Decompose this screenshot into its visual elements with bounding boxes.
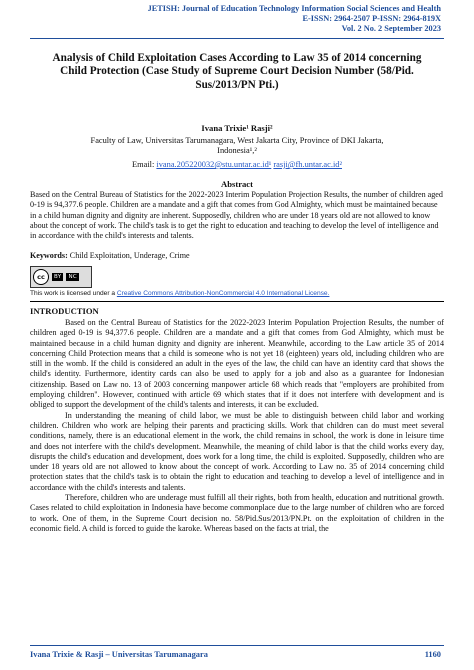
keywords [30, 251, 444, 260]
cc-circle-icon: cc [33, 269, 49, 285]
intro-paragraph-1: Based on the Central Bureau of Statistics for the 2022-2023 Interim Population Projection Results, the number of children aged 0-19 is 94,377.6 people. Children are a mandate and a gift that comes from God Almighty, which must be maintained because in a child human dignity and dignity are inherent. Meanwhile, according to the Law article 35 of 2014 concerning Child Protection means that a child is someone who is not yet 18 (eighteen) years old, including children who are still in the womb. If the child is considered an adult in the eyes of the law, the child can have an identity card that shows the child's identity. Furthermore, identity cards can also be used to apply for a job and also as a guarantee for Indonesian citizenship. Based on Law no. 13 of 2003 concerning manpower article 68 which reads that "employers are prohibited from employing children". However, continued with article 69 which states that if it does not interfere with development and is obliged to support the development of the child's talents and interests, it can be excluded. [30, 318, 444, 410]
intro-paragraph-2: In understanding the meaning of child labor, we must be able to distinguish between child labor and working children. Children who work are helping their parents and practicing skills. Work that children can do must meet several conditions, namely, there is an educational element in the work, the child remains in school, the work is done in leisure time and does not interfere with the child's development. Meanwhile, the meaning of child labor is that the child works every day, disrupts the child's education and development, does work for a long time, the child is exploited. Supposedly, children who are under 18 years old are not allowed to know about the concept of work. According to Law no. 35 of 2014 concerning child protection states that the child's task is to obtain the right to education and teaching to develop a level of intelligence and in accordance with the child's interests and talents. [30, 410, 444, 492]
introduction-body [30, 318, 444, 534]
license-prefix: This work is licensed under a [30, 290, 116, 297]
email-link-1[interactable]: ivana.205220032@stu.untar.ac.id¹ [156, 160, 272, 169]
cc-by-label: BY [54, 274, 62, 280]
footer-authors: Ivana Trixie & Rasji – Universitas Tarumanagara [30, 650, 208, 659]
cc-nc-label: NC [68, 274, 77, 280]
abstract-heading: Abstract [221, 179, 253, 189]
page-number: 1160 [424, 650, 441, 659]
header-divider [30, 38, 444, 39]
intro-paragraph-3: Therefore, children who are underage must fulfill all their rights, both from health, education and nutritional growth. Cases related to child exploitation in Indonesia have become commonplace due to the large number of children who are forced to work. One of them, in the Supreme Court decision no. 58/Pid.Sus/2013/PN.Pt. on the exploitation of children in the economic field. A child is forced to guide the karoke. Whereas based on the facts at trial, the [30, 493, 444, 533]
paper-authors: Ivana Trixie¹ Rasji² [201, 123, 273, 133]
journal-issn: E-ISSN: 2964-2507 P-ISSN: 2964-819X [302, 14, 441, 24]
affiliation-line-1: Faculty of Law, Universitas Tarumanagara, West Jakarta City, Province of DKI Jakarta, [90, 136, 384, 145]
introduction-heading: INTRODUCTION [30, 306, 99, 316]
paper-title: Analysis of Child Exploitation Cases According to Law 35 of 2014 concerning Child Protection (Case Study of Supreme Court Decision Number (58/Pid. Sus/2013/PN Pti.) [52, 52, 422, 91]
page-footer [30, 650, 441, 659]
keywords-label: Keywords: [30, 251, 68, 260]
abstract-text: Based on the Central Bureau of Statistics for the 2022-2023 Interim Population Projection Results, the number of children aged 0-19 is 94,377.6 people. Children are a mandate and a gift that comes from God Almighty, which must be maintained because in a child human dignity and dignity are inherent. Supposedly, children who are under 18 years old are not allowed to know about the concept of work. The child's task is to get the right to education and teaching to develop the level of intelligence and in accordance with the child's interests and talents. [30, 190, 443, 241]
creative-commons-icon[interactable] [30, 266, 92, 288]
journal-header [148, 4, 441, 35]
author-affiliation [50, 136, 424, 157]
email-label: Email: [131, 160, 155, 169]
license-link[interactable]: Creative Commons Attribution-NonCommercial 4.0 International License. [116, 290, 330, 297]
journal-volume: Vol. 2 No. 2 September 2023 [341, 24, 441, 34]
author-emails [40, 160, 434, 169]
license-notice [30, 290, 444, 297]
affiliation-line-2: Indonesia¹,² [217, 146, 257, 156]
journal-name: JETISH: Journal of Education Technology Information Social Sciences and Health [147, 4, 441, 13]
license-divider [30, 301, 444, 302]
keywords-value: Child Exploitation, Underage, Crime [69, 251, 190, 260]
email-link-2[interactable]: rasji@fh.untar.ac.id² [273, 160, 342, 169]
footer-divider [30, 645, 444, 646]
